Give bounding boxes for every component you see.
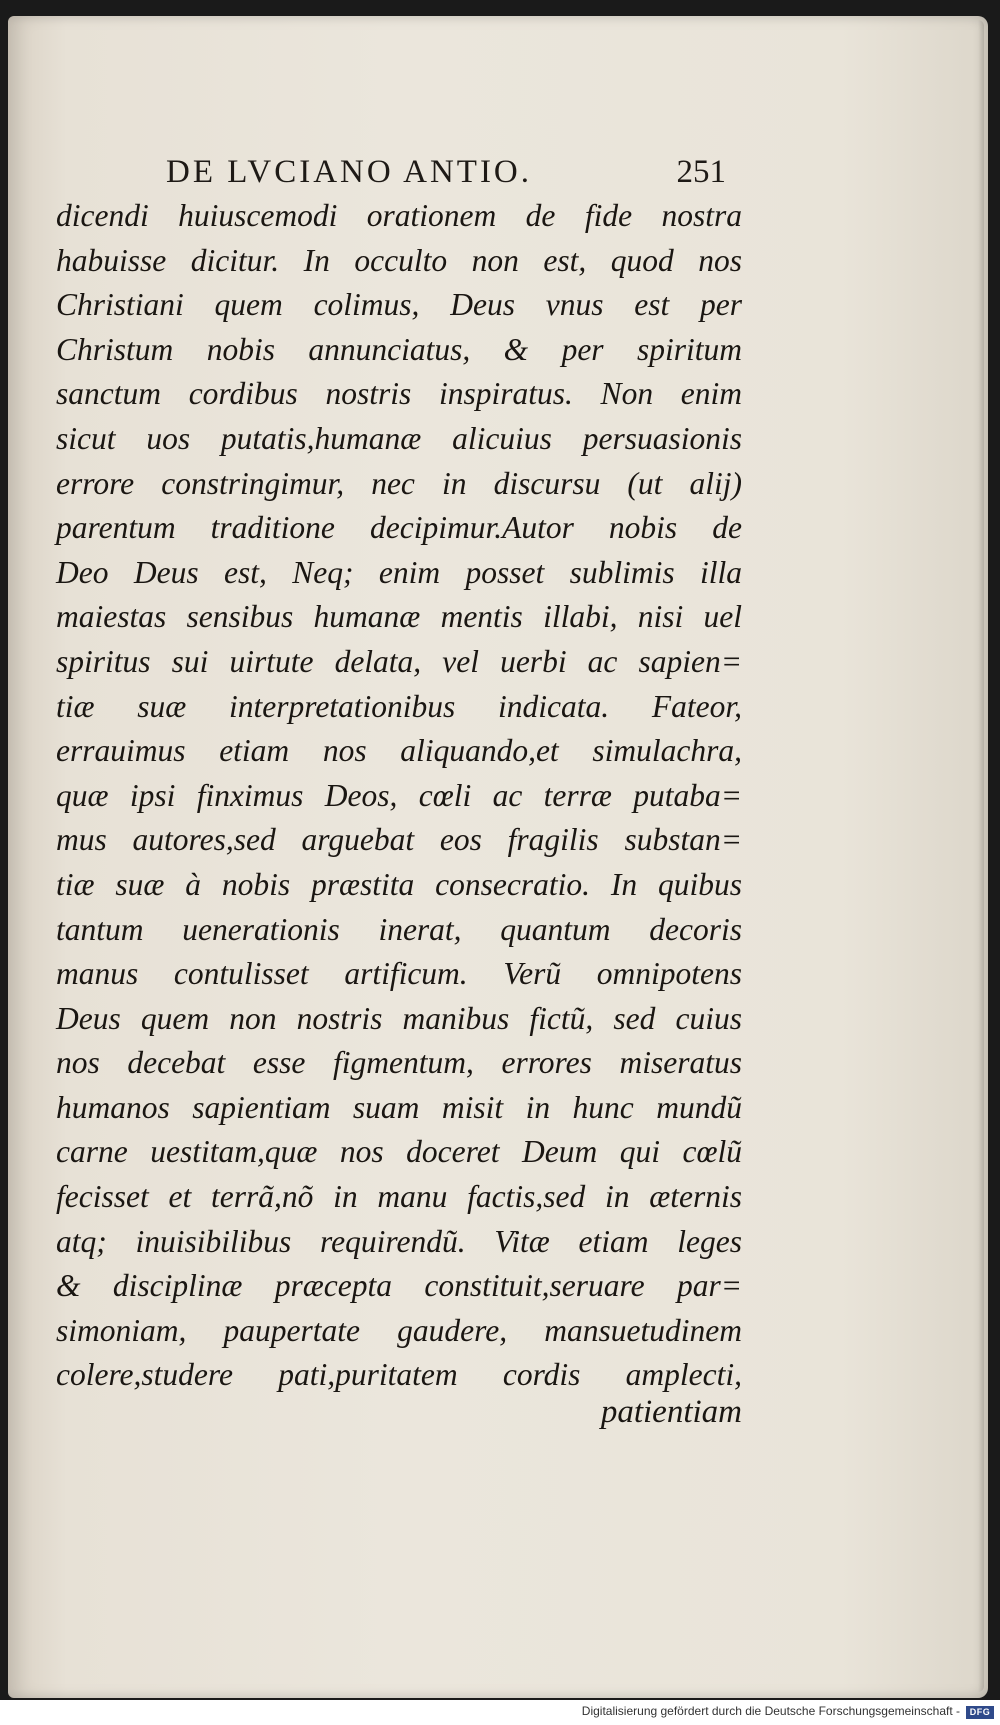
page-number: 251 (676, 154, 726, 190)
text-line: parentum traditione decipimur.Autor nobis de (56, 510, 742, 546)
text-line: tantum uenerationis inerat, quantum decoris (56, 911, 742, 947)
text-line: mus autores,sed arguebat eos fragilis substan= (56, 822, 742, 858)
text-line: habuisse dicitur. In occulto non est, quod nos (56, 242, 742, 278)
text-line: errore constringimur, nec in discursu (ut alij) (56, 465, 742, 501)
text-line: simoniam, paupertate gaudere, mansuetudinem (56, 1312, 742, 1348)
text-line: spiritus sui uirtute delata, vel uerbi ac sapien= (56, 643, 742, 679)
footer-bar (0, 1700, 1000, 1725)
page-edge (978, 20, 984, 1692)
text-line: Christum nobis annunciatus, & per spiritum (56, 331, 742, 367)
text-line: fecisset et terrã,nõ in manu factis,sed in æternis (56, 1179, 742, 1215)
text-line: colere,studere pati,puritatem cordis amplecti, (56, 1357, 742, 1393)
page-header (166, 154, 726, 194)
book-page (8, 16, 988, 1698)
text-line: & disciplinæ præcepta constituit,seruare par= (56, 1268, 742, 1304)
text-line: tiæ suæ interpretationibus indicata. Fateor, (56, 688, 742, 724)
funding-notice: Digitalisierung gefördert durch die Deutsche Forschungsgemeinschaft - (581, 1704, 960, 1718)
text-line: carne uestitam,quæ nos doceret Deum qui cœlũ (56, 1134, 742, 1170)
dfg-logo: DFG (966, 1706, 994, 1719)
catchword: patientiam (600, 1394, 742, 1430)
text-line: tiæ suæ à nobis præstita consecratio. In quibus (56, 866, 742, 902)
text-line: atq; inuisibilibus requirendũ. Vitæ etiam leges (56, 1223, 742, 1259)
text-line: sicut uos putatis,humanæ alicuius persuasionis (56, 420, 742, 456)
text-line: humanos sapientiam suam misit in hunc mundũ (56, 1089, 742, 1125)
text-line: Deo Deus est, Neq; enim posset sublimis illa (56, 554, 742, 590)
text-line: Deus quem non nostris manibus fictũ, sed cuius (56, 1000, 742, 1036)
text-line: maiestas sensibus humanæ mentis illabi, nisi uel (56, 599, 742, 635)
running-head: DE LVCIANO ANTIO. (166, 154, 533, 190)
text-line: nos decebat esse figmentum, errores miseratus (56, 1045, 742, 1081)
body-text (56, 194, 742, 1398)
text-line: manus contulisset artificum. Verũ omnipotens (56, 956, 742, 992)
text-line: sanctum cordibus nostris inspiratus. Non enim (56, 376, 742, 412)
text-line: quæ ipsi finximus Deos, cœli ac terræ putaba= (56, 777, 742, 813)
text-line: errauimus etiam nos aliquando,et simulachra, (56, 733, 742, 769)
text-line: dicendi huiuscemodi orationem de fide nostra (56, 198, 742, 233)
text-line: Christiani quem colimus, Deus vnus est per (56, 287, 742, 323)
catchword-row (56, 1394, 742, 1444)
